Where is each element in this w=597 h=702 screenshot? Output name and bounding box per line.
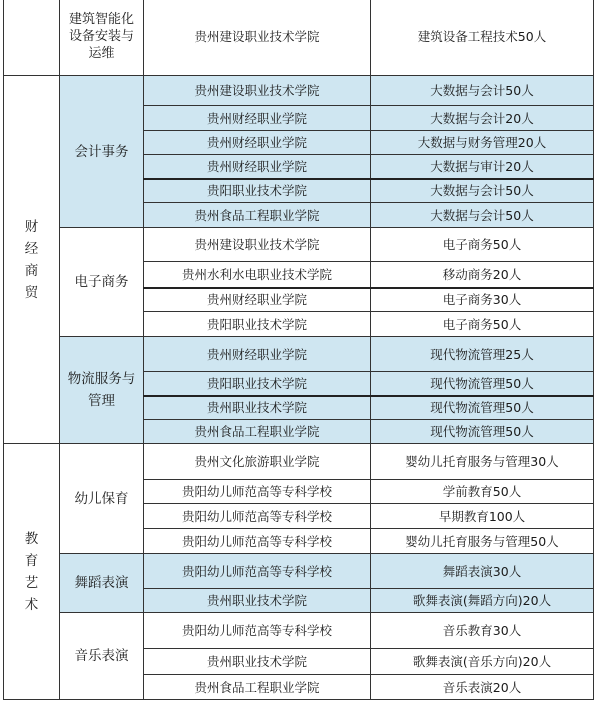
- plan-cell: 移动商务20人: [371, 262, 594, 288]
- category-cell: [4, 0, 60, 76]
- school-cell: 贵州食品工程职业学院: [144, 420, 371, 444]
- school-cell: 贵州建设职业技术学院: [144, 0, 371, 76]
- plan-cell: 学前教育50人: [371, 480, 594, 504]
- school-cell: 贵州财经职业学院: [144, 337, 371, 372]
- school-cell: 贵阳职业技术学院: [144, 372, 371, 396]
- table-row: [4, 76, 594, 106]
- plan-cell: 歌舞表演(音乐方向)20人: [371, 649, 594, 675]
- school-cell: 贵州职业技术学院: [144, 649, 371, 675]
- major-cell: 物流服务与管理: [60, 337, 144, 444]
- school-cell: 贵州食品工程职业学院: [144, 203, 371, 228]
- table-row: [4, 228, 594, 262]
- plan-cell: 音乐表演20人: [371, 675, 594, 700]
- school-cell: 贵州财经职业学院: [144, 106, 371, 131]
- major-cell: 会计事务: [60, 76, 144, 228]
- plan-cell: 电子商务50人: [371, 228, 594, 262]
- major-cell: 音乐表演: [60, 613, 144, 700]
- plan-cell: 大数据与会计50人: [371, 203, 594, 228]
- enrollment-plan-table: [3, 0, 594, 700]
- plan-cell: 大数据与财务管理20人: [371, 131, 594, 155]
- plan-cell: 舞蹈表演30人: [371, 554, 594, 589]
- table-row: [4, 613, 594, 649]
- plan-cell: 现代物流管理50人: [371, 372, 594, 396]
- school-cell: 贵州水利水电职业技术学院: [144, 262, 371, 288]
- plan-cell: 歌舞表演(舞蹈方向)20人: [371, 589, 594, 613]
- plan-cell: 大数据与会计50人: [371, 179, 594, 203]
- school-cell: 贵阳幼儿师范高等专科学校: [144, 529, 371, 554]
- major-cell: 建筑智能化设备安装与运维: [60, 0, 144, 76]
- major-cell: 电子商务: [60, 228, 144, 337]
- category-cell: 财经商贸: [4, 76, 60, 444]
- category-cell: 教育艺术: [4, 444, 60, 700]
- major-cell: 舞蹈表演: [60, 554, 144, 613]
- school-cell: 贵州财经职业学院: [144, 131, 371, 155]
- plan-cell: 现代物流管理50人: [371, 420, 594, 444]
- table-row: [4, 444, 594, 480]
- plan-cell: 婴幼儿托育服务与管理30人: [371, 444, 594, 480]
- school-cell: 贵阳幼儿师范高等专科学校: [144, 613, 371, 649]
- school-cell: 贵州财经职业学院: [144, 288, 371, 312]
- school-cell: 贵州职业技术学院: [144, 589, 371, 613]
- plan-cell: 婴幼儿托育服务与管理50人: [371, 529, 594, 554]
- school-cell: 贵州建设职业技术学院: [144, 228, 371, 262]
- school-cell: 贵阳幼儿师范高等专科学校: [144, 554, 371, 589]
- plan-cell: 音乐教育30人: [371, 613, 594, 649]
- major-cell: 幼儿保育: [60, 444, 144, 554]
- school-cell: 贵州财经职业学院: [144, 155, 371, 179]
- school-cell: 贵州文化旅游职业学院: [144, 444, 371, 480]
- table-row: [4, 0, 594, 76]
- plan-cell: 现代物流管理50人: [371, 396, 594, 420]
- plan-cell: 大数据与会计50人: [371, 76, 594, 106]
- plan-cell: 早期教育100人: [371, 504, 594, 529]
- school-cell: 贵州建设职业技术学院: [144, 76, 371, 106]
- plan-cell: 电子商务50人: [371, 312, 594, 337]
- plan-cell: 大数据与审计20人: [371, 155, 594, 179]
- school-cell: 贵阳职业技术学院: [144, 312, 371, 337]
- school-cell: 贵阳幼儿师范高等专科学校: [144, 480, 371, 504]
- table-row: [4, 337, 594, 372]
- plan-cell: 现代物流管理25人: [371, 337, 594, 372]
- plan-cell: 建筑设备工程技术50人: [371, 0, 594, 76]
- school-cell: 贵州食品工程职业学院: [144, 675, 371, 700]
- school-cell: 贵阳职业技术学院: [144, 179, 371, 203]
- school-cell: 贵州职业技术学院: [144, 396, 371, 420]
- plan-cell: 大数据与会计20人: [371, 106, 594, 131]
- plan-cell: 电子商务30人: [371, 288, 594, 312]
- table-row: [4, 554, 594, 589]
- school-cell: 贵阳幼儿师范高等专科学校: [144, 504, 371, 529]
